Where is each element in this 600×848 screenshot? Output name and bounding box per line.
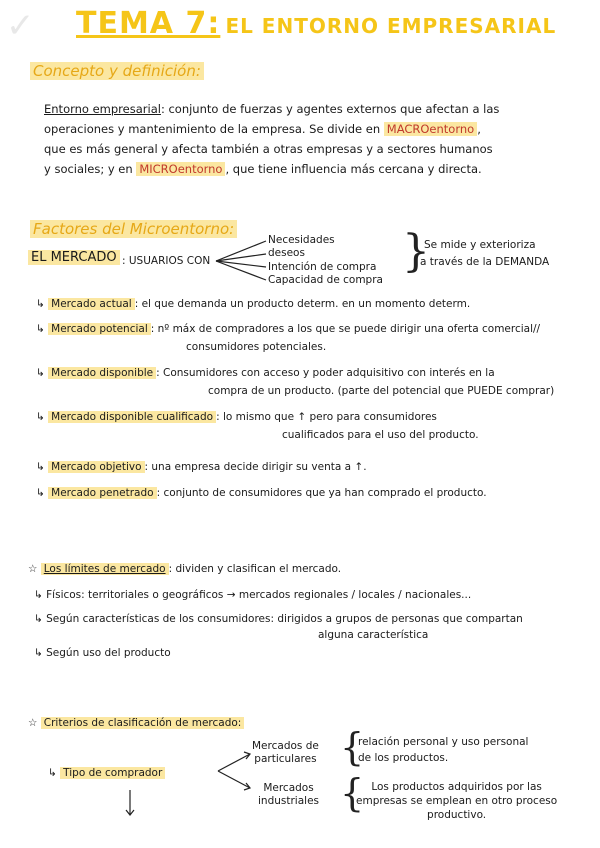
usuarios-label: : USUARIOS CON [122,255,211,267]
list-item-mercado-penetrado: ↳ Mercado penetrado : conjunto de consumidores que ya han comprado el producto. [36,487,487,499]
branch-deseos: deseos [268,247,305,259]
list-item-mercado-objetivo: ↳ Mercado objetivo : una empresa decide dirigir su venta a ↑. [36,461,367,473]
microentorno-heading: Factores del Microentorno: [30,220,237,238]
branch-necesidades: Necesidades [268,234,335,246]
list-item-mercado-disponible: ↳ Mercado disponible : Consumidores con acceso y poder adquisitivo con interés en la [36,367,495,379]
limites-item-caracteristicas: ↳ Según características de los consumidores: dirigidos a grupos de personas que compartan [34,613,523,625]
list-item-mercado-cualificado: ↳ Mercado disponible cualificado : lo mismo que ↑ pero para consumidores [36,411,437,423]
page-title [76,6,556,41]
branch-intencion: Intención de compra [268,261,377,273]
concepto-line-2: operaciones y mantenimiento de la empresa. Se divide en MACROentorno , [44,122,481,136]
title-sub: EL ENTORNO EMPRESARIAL [225,14,557,38]
concepto-line-4: y sociales; y en MICROentorno , que tiene influencia más cercana y directa. [44,162,482,176]
mercado-label: EL MERCADO [28,250,120,265]
limites-item-caracteristicas-cont: alguna característica [318,629,429,641]
check-watermark-icon: ✓ [6,6,35,46]
limites-item-fisicos: ↳ Físicos: territoriales o geográficos → mercados regionales / locales / nacionales... [34,589,472,601]
branch-capacidad: Capacidad de compra [268,274,383,286]
concepto-heading: Concepto y definición: [30,62,204,80]
limites-heading: ☆ Los límites de mercado : dividen y clasifican el mercado. [28,563,342,575]
mercados-industriales: Mercados industriales [258,782,319,807]
list-item-mercado-potencial: ↳ Mercado potencial : nº máx de compradores a los que se puede dirigir una oferta comercial// [36,323,541,335]
demanda-line-2: a través de la DEMANDA [420,256,550,268]
branch-arrows [214,236,270,286]
down-arrow-icon [122,788,138,818]
mercados-particulares: Mercados de particulares [252,740,319,765]
criterios-heading: ☆ Criterios de clasificación de mercado: [28,716,244,730]
list-item-mercado-potencial-cont: consumidores potenciales. [186,341,327,353]
list-item-mercado-disponible-cont: compra de un producto. (parte del potencial que PUEDE comprar) [208,385,555,397]
limites-item-uso: ↳ Según uso del producto [34,647,171,659]
industriales-def: Los productos adquiridos por las empresas se emplean en otro proceso productivo. [356,781,558,821]
concepto-line-3: que es más general y afecta también a otras empresas y a sectores humanos [44,142,493,156]
star-icon: ☆ [28,563,38,575]
demanda-line-1: Se mide y exterioriza [424,239,536,251]
brace-particulares: { [340,725,365,769]
concepto-line-1: Entorno empresarial: conjunto de fuerzas y agentes externos que afectan a las [44,102,500,116]
list-item-mercado-cualificado-cont: cualificados para el uso del producto. [282,429,479,441]
brace-demanda: } [402,226,430,277]
brace-industriales: { [340,771,365,815]
particulares-def: relación personal y uso personal de los productos. [358,736,529,764]
tipo-comprador: ↳ Tipo de comprador [48,766,165,780]
criterios-arrows [216,748,256,794]
star-icon: ☆ [28,717,38,729]
title-main: TEMA 7: [76,6,221,41]
list-item-mercado-actual: ↳ Mercado actual : el que demanda un producto determ. en un momento determ. [36,298,471,310]
